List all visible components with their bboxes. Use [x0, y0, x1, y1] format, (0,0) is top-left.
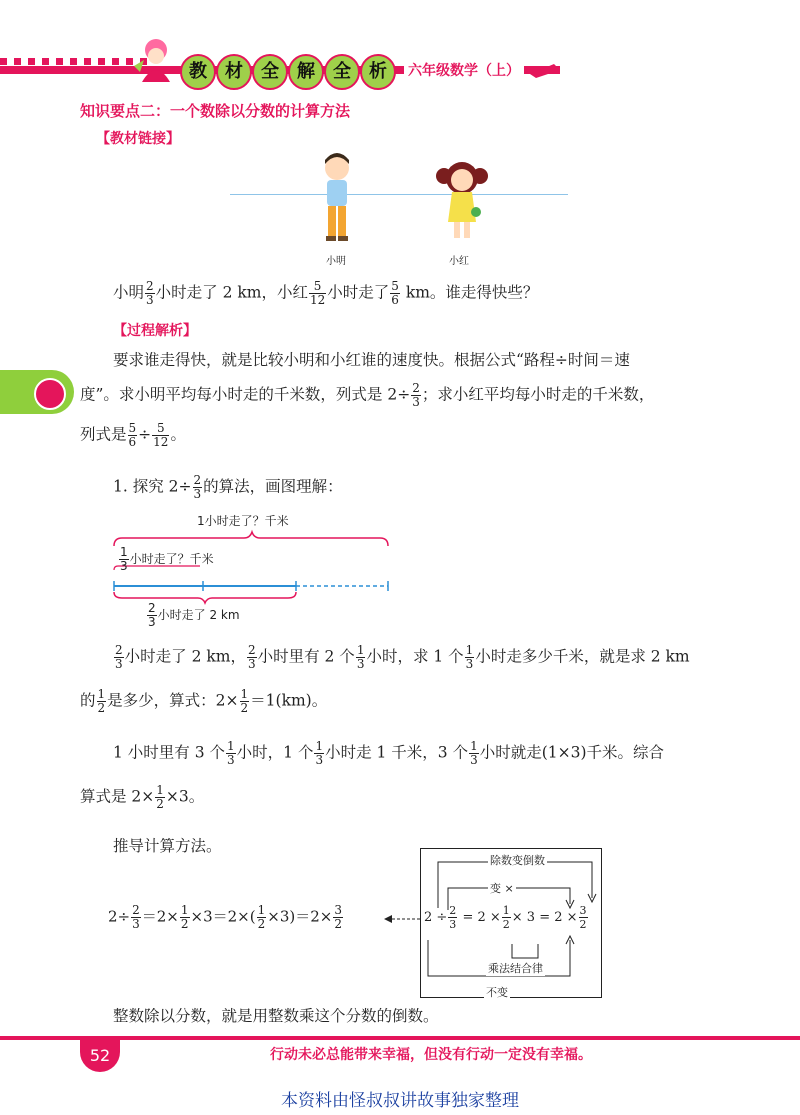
fraction: $\frac{3}{2}$ — [579, 904, 587, 931]
fraction: $\frac{1}{3}$ — [470, 739, 478, 767]
conclusion: 整数除以分数，就是用整数乘这个分数的倒数。 — [113, 1007, 439, 1025]
box-label-reciprocal: 除数变倒数 — [490, 854, 545, 867]
text: 小时走了 — [327, 283, 390, 302]
step-1-heading: 1. 探究 2÷ $\frac{2}{3}$ 的算法，画图理解： — [113, 473, 343, 501]
fraction: $\frac{1}{2}$ — [502, 904, 510, 931]
fraction: $\frac{1}{3}$ — [120, 545, 128, 573]
series-char: 教 — [180, 54, 216, 90]
section-title: 知识要点二：一个数除以分数的计算方法 — [80, 102, 351, 120]
fairy-girl-icon — [130, 36, 182, 86]
fraction: $\frac{1}{3}$ — [315, 739, 324, 767]
fraction: $\frac{2}{3}$ — [146, 279, 154, 307]
credit-line: 本资料由怪叔叔讲故事独家整理 — [281, 1091, 519, 1111]
fraction: $\frac{1}{2}$ — [97, 687, 106, 715]
series-char: 全 — [252, 54, 288, 90]
diagram-top-label: 1小时走了？千米 — [197, 514, 289, 528]
fraction: $\frac{2}{3}$ — [115, 643, 123, 671]
two-thirds-label: $\frac{2}{3}$ 小时走了 2 km — [148, 601, 240, 629]
girl-label: 小红 — [449, 256, 469, 267]
ground-line — [230, 194, 568, 195]
page-number: 52 — [80, 1040, 120, 1072]
explanation-1-line-1: $\frac{2}{3}$ 小时走了 2 km， $\frac{2}{3}$ 小时里有 2 个 $\frac{1}{3}$ 小时，求 1 个 $\frac{1}{3}$ 小时走多少千米，就是求 2 km — [115, 643, 690, 671]
left-arrow-icon — [384, 912, 422, 926]
fraction: $\frac{1}{3}$ — [356, 643, 365, 671]
explanation-1-line-2: 的 $\frac{1}{2}$ 是多少，算式：2× $\frac{1}{2}$ ＝1(km)。 — [80, 687, 328, 715]
fraction: $\frac{5}{6}$ — [391, 279, 399, 307]
footer-motto: 行动未必总能带来幸福，但没有行动一定没有幸福。 — [270, 1047, 592, 1063]
boy-figure-icon — [316, 152, 358, 246]
series-char: 全 — [324, 54, 360, 90]
textbook-link-tag: 【教材链接】 — [96, 131, 180, 147]
grade-label: 六年级数学（上） — [404, 60, 524, 80]
box-label-change-op: 变 × — [490, 882, 514, 895]
pen-icon — [528, 60, 562, 80]
fraction: $\frac{5}{12}$ — [153, 421, 169, 449]
derive-equation: 2÷ $\frac{2}{3}$ ＝2× $\frac{1}{2}$ ×3＝2×( $\frac{1}{2}$ ×3)＝2× $\frac{3}{2}$ — [108, 903, 342, 931]
fraction: $\frac{2}{3}$ — [132, 903, 140, 931]
series-char: 析 — [360, 54, 396, 90]
fraction: $\frac{1}{2}$ — [240, 687, 249, 715]
fraction: $\frac{1}{3}$ — [465, 643, 474, 671]
text: km。谁走得快些？ — [400, 283, 539, 302]
cat-mascot-icon — [34, 378, 66, 410]
fraction: $\frac{5}{6}$ — [128, 421, 137, 449]
fraction: $\frac{2}{3}$ — [449, 904, 457, 931]
box-equation: 2 ÷ $\frac{2}{3}$ = 2 × $\frac{1}{2}$ × 3 = 2 × $\frac{3}{2}$ — [424, 904, 587, 931]
fraction: $\frac{2}{3}$ — [412, 381, 420, 409]
fraction: $\frac{1}{2}$ — [257, 903, 266, 931]
process-analysis-tag: 【过程解析】 — [113, 323, 197, 339]
text: 小时走了 2 km，小红 — [155, 283, 308, 302]
derive-title: 推导计算方法。 — [113, 837, 222, 855]
fraction: $\frac{2}{3}$ — [247, 643, 256, 671]
series-char: 材 — [216, 54, 252, 90]
explanation-2-line-1: 1 小时里有 3 个 $\frac{1}{3}$ 小时，1 个 $\frac{1}{3}$ 小时走 1 千米，3 个 $\frac{1}{3}$ 小时就走(1×3)千米。综合 — [113, 739, 665, 767]
explanation-2-line-2: 算式是 2× $\frac{1}{2}$ ×3。 — [80, 783, 205, 811]
fraction: $\frac{1}{3}$ — [227, 739, 235, 767]
fraction: $\frac{2}{3}$ — [148, 601, 156, 629]
analysis-line-3: 列式是 $\frac{5}{6}$ ÷ $\frac{5}{12}$ 。 — [80, 421, 186, 449]
box-label-unchanged: 不变 — [486, 986, 508, 999]
footer-line — [0, 1036, 800, 1040]
fraction: $\frac{1}{2}$ — [156, 783, 164, 811]
analysis-line-1: 要求谁走得快，就是比较小明和小红谁的速度快。根据公式“路程÷时间＝速 — [113, 351, 630, 369]
boy-label: 小明 — [326, 256, 346, 267]
fraction: $\frac{1}{2}$ — [180, 903, 189, 931]
box-label-associative: 乘法结合律 — [488, 962, 543, 975]
text: 小明 — [113, 283, 145, 302]
fraction: $\frac{2}{3}$ — [193, 473, 202, 501]
fraction: $\frac{5}{12}$ — [309, 279, 326, 307]
fraction: $\frac{3}{2}$ — [334, 903, 342, 931]
third-hour-label: $\frac{1}{3}$ 小时走了？千米 — [120, 545, 214, 573]
analysis-line-2: 度”。求小明平均每小时走的千米数，列式是 2÷ $\frac{2}{3}$ ；求小红平均每小时走的千米数， — [80, 381, 655, 409]
girl-figure-icon — [432, 156, 492, 246]
problem-statement — [113, 280, 538, 307]
series-char: 解 — [288, 54, 324, 90]
